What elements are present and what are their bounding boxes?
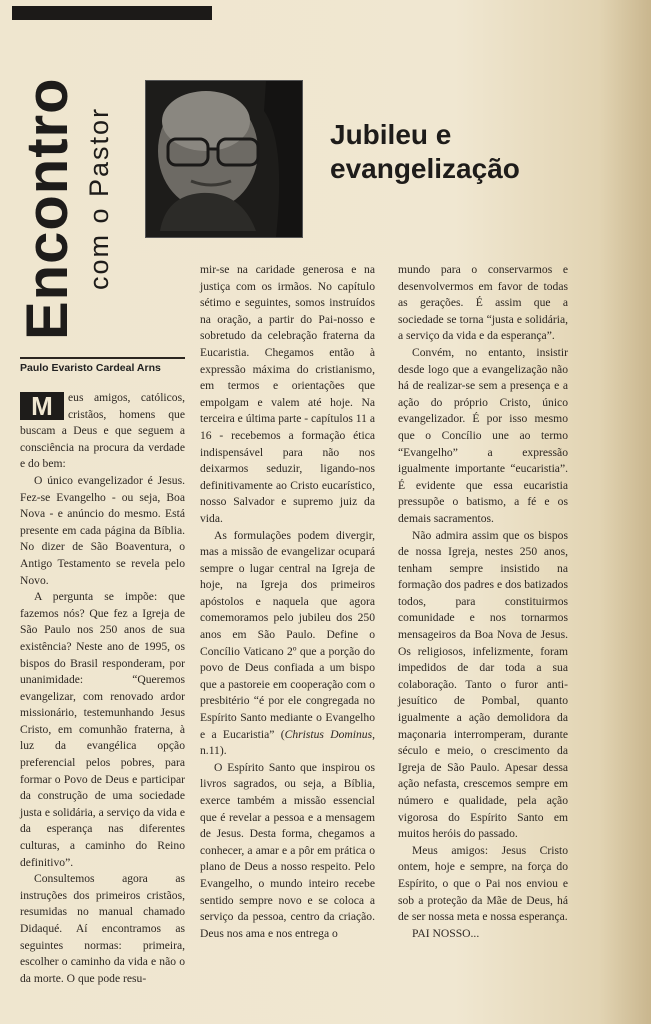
section-title xyxy=(14,50,116,350)
headline-line-2: evangelização xyxy=(330,153,520,184)
paragraph: Meus amigos: Jesus Cristo ontem, hoje e sempre, na força do Espírito, o que o Pai nos enviou e sob a proteção da Mãe de Deus, há de ser nossa meta e nossa esperança. xyxy=(398,843,568,924)
signoff: PAI NOSSO... xyxy=(412,926,480,940)
drop-cap: M xyxy=(20,392,64,420)
article-column-2 xyxy=(200,262,375,942)
portrait-icon xyxy=(146,81,302,237)
paragraph: A pergunta se impõe: que fazemos nós? Que fez a Igreja de São Paulo nos 250 anos de sua existência? Neste ano de 1995, os bispos do Brasil responderam, por unanimidade: “Queremos evangelizar, com renovado ardor missionário, testemunhando Jesus Cristo, em comunhão fraterna, à luz da evangélica opção preferencial pelos pobres, para formar o Povo de Deus e participar da construção de uma sociedade justa e solidária, a serviço da vida e da esperança nas diferentes culturas, a caminho do Reino definitivo”. xyxy=(20,590,185,869)
paragraph: O Espírito Santo que inspirou os livros sagrados, ou seja, a Bíblia, exerce também a missão essencial que é revelar a pessoa e a mensagem de Jesus. Desta forma, chegamos a conhecer, a amar e a pôr em prática o plano de Deus a nosso respeito. Pelo Evangelho, o mundo inteiro recebe sentido sempre novo e se coloca a serviço da pessoa, centro da criação. Deus nos ama e nos entrega o xyxy=(200,760,375,940)
paragraph: O único evangelizador é Jesus. Fez-se Evangelho - ou seja, Boa Nova - e anúncio do mesmo. Está presente em cada página da Bíblia. No dizer de São Boaventura, o Antigo Testamento se revela pelo Novo. xyxy=(20,473,185,587)
article-column-1 xyxy=(20,390,185,987)
byline: Paulo Evaristo Cardeal Arns xyxy=(20,362,161,374)
headline-line-1: Jubileu e xyxy=(330,119,452,150)
paragraph: Consultemos agora as instruções dos primeiros cristãos, resumidas no manual chamado Didaqué. Aí encontramos as seguintes normas: primeira, escolher o caminho da vida e não o da morte. O que pode resu- xyxy=(20,872,185,985)
paragraph: Convém, no entanto, insistir desde logo que a evangelização não há de realizar-se sem a presença e a ação do próprio Cristo, único evangelizador. É por isso mesmo que o Concílio une ao termo “Evangelho” a expressão igualmente importante “eucaristia”. É evidente que essa eucaristia pressupõe o batismo, a fé e os demais sacramentos. xyxy=(398,345,568,525)
headline xyxy=(330,118,630,186)
paragraph: M eus amigos, católicos, cristãos, homens que buscam a Deus e que seguem a consciência na procura da verdade e do bem: xyxy=(20,391,185,471)
top-black-bar xyxy=(12,6,212,20)
citation-title: Christus Dominus xyxy=(284,727,373,741)
article-column-3 xyxy=(398,262,568,942)
byline-rule xyxy=(20,357,185,359)
section-title-main: Encontro xyxy=(15,77,80,340)
paragraph: mir-se na caridade generosa e na justiça com os irmãos. No capítulo sétimo e seguintes, somos instruídos na oração, a partir do Pai-nosso e sobretudo da celebração fraterna da Eucaristia. Chegamos então à expressão máxima do cristianismo, em termos e orientações que empolgam e valem até hoje. Na terceira e última parte - capítulos 11 a 16 - recebemos a formação ética indispensável para não nos deixarmos seduzir, ligando-nos definitivamente ao Cristo eucarístico, nosso Salvador e supremo juiz da vida. xyxy=(200,263,376,525)
paragraph: Não admira assim que os bispos de nossa Igreja, nestes 250 anos, tenham sempre insistido na formação dos padres e dos batizados todos, para constituirmos comunidade e nos tornarmos mensageiros da Boa Nova de Jesus. Os religiosos, infelizmente, foram impedidos de dar toda a sua colaboração. Tanto o furor anti-jesuítico de Pombal, quanto igualmente a ação demolidora da maçonaria interromperam, durante século e meio, o crescimento da Igreja de São Paulo. Apesar dessa ação nefasta, crescemos sempre em número e qualidade, pela ação vigorosa do Espírito Santo em muitos heróis do passado. xyxy=(398,528,568,841)
portrait-photo xyxy=(145,80,303,238)
paragraph: As formulações podem divergir, mas a missão de evangelizar ocupará sempre o lugar central na Igreja de hoje, na Igreja dos primeiros apóstolos e naquela que agora comemoramos pelo jubileu dos 250 anos em São Paulo. Define o Concílio Vaticano 2º que a porção do povo de Deus confiada a um bispo que a pastoreie em cooperação com o presbitério “é por ele congregada no Espírito Santo mediante o Evangelho e a Eucaristia” (Christus Dominus, n.11). xyxy=(200,528,375,758)
paragraph: mundo para o conservarmos e desenvolvermos em favor de todas as gerações. É assim que a sociedade se torna “justa e solidária, a serviço da vida e da esperança”. xyxy=(398,263,568,343)
section-title-sub: com o Pastor xyxy=(84,106,114,290)
